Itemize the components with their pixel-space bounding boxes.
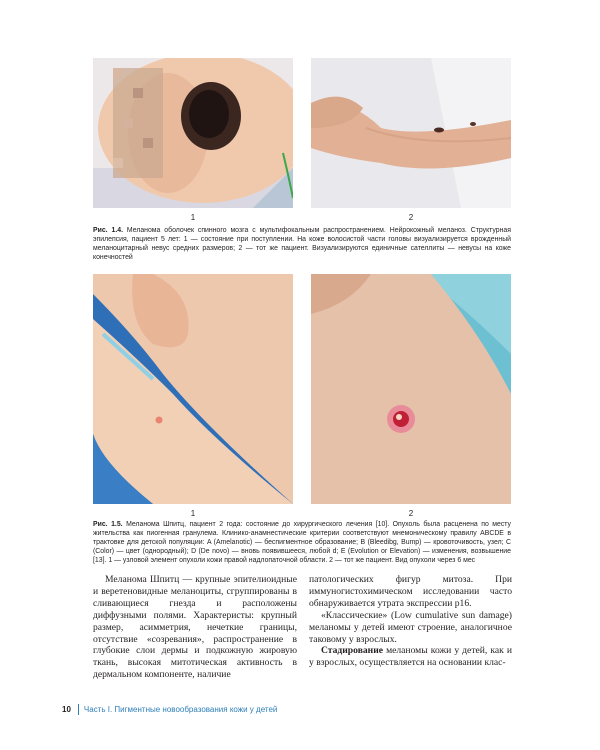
body-right-paragraph-1: патологических фигур митоза. При иммуногистохимическом исследовании часто обнаруживается утрата экспрессии p16. [309,574,512,609]
figure-1-5-caption-text: Меланома Шпитц, пациент 2 года: состояние до хирургического лечения [10]. Опухоль была расценена по месту жительства как пиогенная гранулема. Клинико-анамнестические критерии соответствуют мнемоническому правилу ABCDE в трактовке для детской популяции: A (Amelanotic) — беспигментное образование; B (Bleedibg, Bump) — кровоточивость, узел; C (Color) — цвет (однородный); D (De novo) — вновь появившееся, любой d; E (Evolution or Elevation) — изменения, возвышение [13]. 1 — узловой элемент опухоли кожи правой надлопаточной области. 2 — тот же пациент. Вид опухоли через 6 мес [93,521,511,565]
figure-1-4-label-1: 1 [190,213,196,222]
body-right-paragraph-3-rest: меланомы кожи у детей, как и у взрослых, осуществляется на основании клас- [309,645,512,669]
body-left-column [93,574,297,681]
body-right-column [309,574,512,669]
figure-1-5-photo-2 [311,274,511,504]
figure-1-4-photo-2 [311,58,511,208]
figure-1-5-label-1: 1 [190,509,196,518]
figure-1-5-caption-prefix: Рис. 1.5. [93,521,123,528]
body-right-paragraph-2: «Классические» (Low cumulative sun damage) меланомы у детей имеют строение, аналогичное таковому у взрослых. [309,609,512,645]
body-left-paragraph: Меланома Шпитц — крупные эпителиоидные и веретеновидные меланоциты, сгруппированы в сливающиеся гнезда и расположены диффузными полями. Характеристы: крупный размер, асимметрия, нечеткие границы, отсутствие «созревания», распространение в глубокие слои дермы и подкожную жировую ткань, высокая митотическая активность в дермальном компоненте, наличие [93,574,297,681]
figure-1-5-label-2: 2 [408,509,414,518]
figure-1-5-caption [93,520,511,565]
figure-1-4-caption [93,226,511,262]
figure-1-4-caption-text: Меланома оболочек спинного мозга с мультифокальным распространением. Нейрокожный меланоз. Структурная эпилепсия, пациент 5 лет: 1 — состояние при поступлении. На коже волосистой части головы визуализируется врожденный меланоцитарный невус средних размеров; 2 — тот же пациент. Визуализируются единичные сателлиты — невусы на коже конечностей [93,227,511,262]
body-right-paragraph-3 [309,645,512,669]
figure-1-4-caption-prefix: Рис. 1.4. [93,227,123,234]
footer-divider [78,704,79,715]
staging-term: Стадирование [321,645,383,657]
running-title: Часть I. Пигментные новообразования кожи у детей [83,705,278,714]
figure-1-4-photo-1 [93,58,293,208]
page-number: 10 [62,705,71,714]
figure-1-5-photo-1 [93,274,293,504]
page-footer [62,704,277,715]
figure-1-4-label-2: 2 [408,213,414,222]
